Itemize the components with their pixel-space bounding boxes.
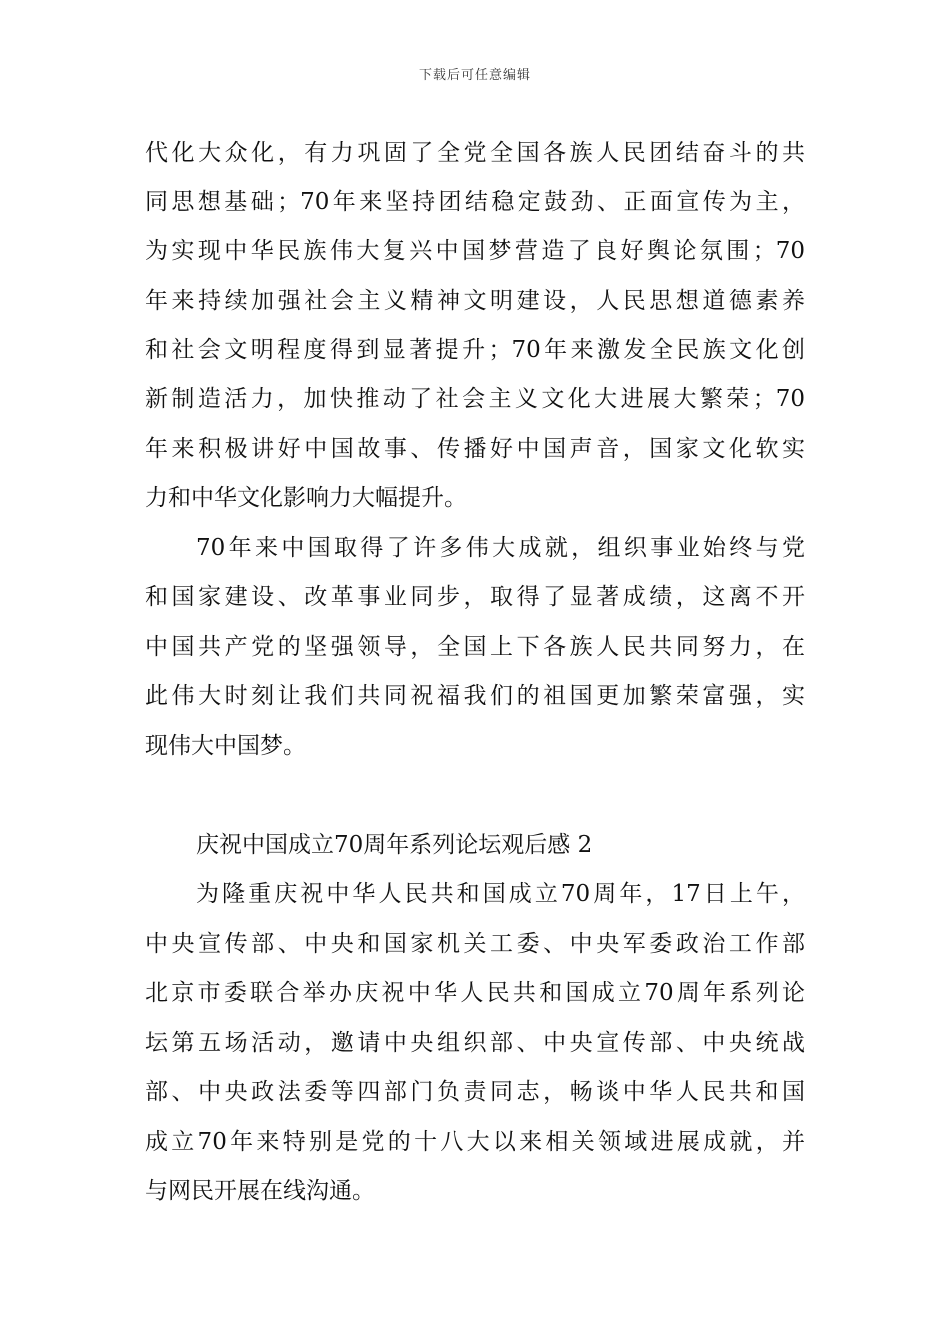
text-line: 新制造活力，加快推动了社会主义文化大进展大繁荣；70 xyxy=(145,386,805,412)
text-line: 为实现中华民族伟大复兴中国梦营造了良好舆论氛围；70 xyxy=(145,238,805,264)
text-line: 中央宣传部、中央和国家机关工委、中央军委政治工作部 xyxy=(145,931,805,957)
text-line: 同思想基础；70年来坚持团结稳定鼓劲、正面宣传为主， xyxy=(145,189,805,215)
text-line: 现伟大中国梦。 xyxy=(145,733,306,759)
section-heading: 庆祝中国成立70周年系列论坛观后感 2 xyxy=(196,832,593,858)
text-line: 70年来中国取得了许多伟大成就，组织事业始终与党 xyxy=(196,535,805,561)
text-line: 年来持续加强社会主义精神文明建设，人民思想道德素养 xyxy=(145,288,805,314)
text-line: 为隆重庆祝中华人民共和国成立70周年，17日上午， xyxy=(196,881,805,907)
text-line: 部、中央政法委等四部门负责同志，畅谈中华人民共和国 xyxy=(145,1079,805,1105)
text-line: 中国共产党的坚强领导，全国上下各族人民共同努力，在 xyxy=(145,634,805,660)
text-line: 年来积极讲好中国故事、传播好中国声音，国家文化软实 xyxy=(145,436,805,462)
text-line: 此伟大时刻让我们共同祝福我们的祖国更加繁荣富强，实 xyxy=(145,683,805,709)
text-line: 代化大众化，有力巩固了全党全国各族人民团结奋斗的共 xyxy=(145,140,805,166)
text-line: 成立70年来特别是党的十八大以来相关领域进展成就，并 xyxy=(145,1129,805,1155)
text-line: 北京市委联合举办庆祝中华人民共和国成立70周年系列论 xyxy=(145,980,805,1006)
text-line: 坛第五场活动，邀请中央组织部、中央宣传部、中央统战 xyxy=(145,1030,805,1056)
text-line: 与网民开展在线沟通。 xyxy=(145,1178,375,1204)
page-header: 下载后可任意编辑 xyxy=(418,68,531,83)
text-line: 力和中华文化影响力大幅提升。 xyxy=(145,485,467,511)
text-line: 和社会文明程度得到显著提升；70年来激发全民族文化创 xyxy=(145,337,805,363)
text-line: 和国家建设、改革事业同步，取得了显著成绩，这离不开 xyxy=(145,584,805,610)
